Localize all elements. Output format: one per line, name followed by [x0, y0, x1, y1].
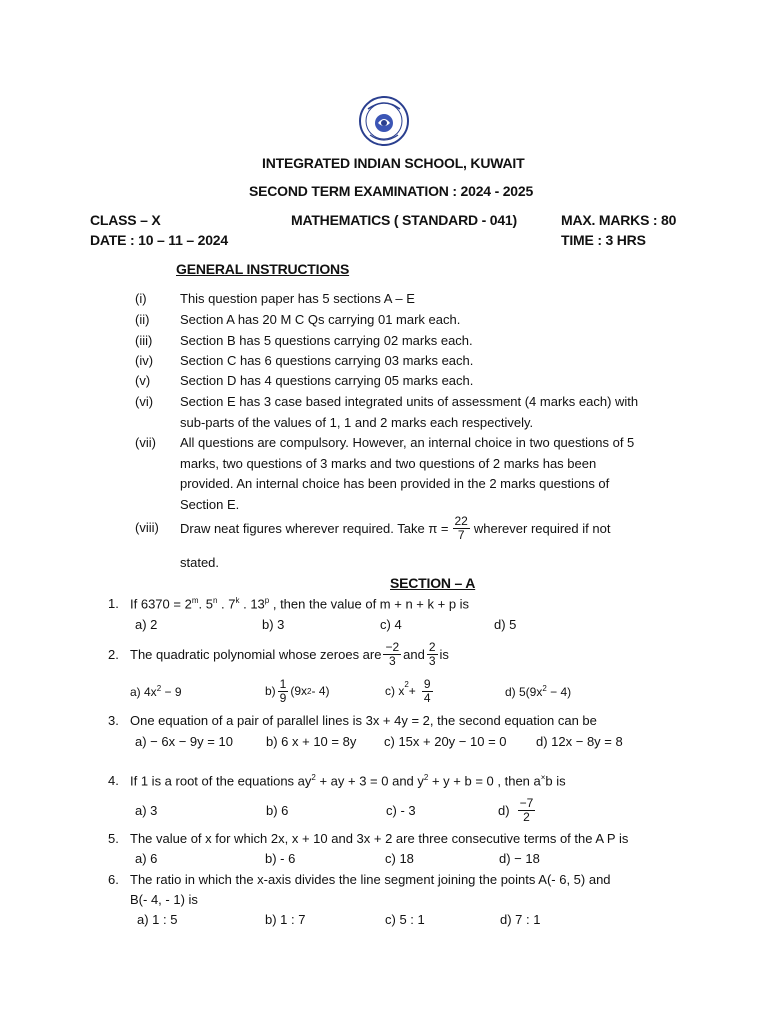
instruction-text: All questions are compulsory. However, an internal choice in two questions of 5 [180, 435, 635, 450]
option-c[interactable]: c) 5 : 1 [385, 912, 425, 927]
question-5-text: The value of x for which 2x, x + 10 and 3x + 2 are three consecutive terms of the A P is [130, 831, 629, 846]
instruction-text: provided. An internal choice has been provided in the 2 marks questions of [180, 476, 610, 491]
question-number: 1. [108, 596, 119, 611]
question-number: 3. [108, 713, 119, 728]
exam-title: SECOND TERM EXAMINATION : 2024 - 2025 [249, 183, 534, 199]
option-a[interactable]: a) 2 [135, 617, 158, 632]
instruction-number: (iii) [135, 333, 153, 348]
option-d[interactable]: d) $5(9x^2 - 4)$ [505, 684, 572, 699]
question-number: 5. [108, 831, 119, 846]
question-4-text: If 1 is a root of the equations $ay^2$ + ay + 3 = 0 and $y^2 + y + b = 0$ , then a×b is [130, 773, 566, 789]
class-label: CLASS – X [90, 212, 161, 228]
school-name: INTEGRATED INDIAN SCHOOL, KUWAIT [262, 155, 525, 171]
question-number: 2. [108, 647, 119, 662]
option-b[interactable]: b) - 6 [265, 851, 296, 866]
question-1-text: If $6370 = 2^m$. 5$^n$ . 7$^k$ . 13$^p$ , then the value of m + n + k + p is [130, 596, 470, 612]
instruction-text: Section D has 4 questions carrying 05 marks each. [180, 373, 474, 388]
option-d[interactable]: d) 7 : 1 [500, 912, 541, 927]
fraction: $\frac{2}{3}$ [428, 639, 436, 668]
option-d[interactable]: d) $\frac{-7}{2}$ [498, 795, 534, 824]
pi-fraction: $\frac{22}{7}$ [454, 513, 468, 542]
school-emblem-logo [358, 95, 410, 147]
option-b[interactable]: b) 6 x + 10 = 8y [266, 734, 357, 749]
option-c[interactable]: c) 4 [380, 617, 402, 632]
option-b[interactable]: b) $\frac{1}{9}$ (9x 2 - 4) [265, 676, 330, 705]
subject-label: MATHEMATICS ( STANDARD - 041) [291, 212, 517, 228]
instruction-number: (vi) [135, 394, 154, 409]
instruction-text: sub-parts of the values of 1, 1 and 2 marks each respectively. [180, 414, 534, 430]
instruction-text: This question paper has 5 sections A – E [180, 291, 415, 306]
time-label: TIME : 3 HRS [561, 232, 646, 248]
section-a-title: SECTION – A [390, 575, 476, 591]
option-c[interactable]: c) x $^2$ + $\frac{9}{4}$ [385, 676, 431, 705]
option-c[interactable]: c) 18 [385, 851, 414, 866]
option-b[interactable]: b) 3 [262, 617, 285, 632]
instruction-text: Section A has 20 M C Qs carrying 01 mark each. [180, 312, 461, 327]
option-c[interactable]: c) - 3 [386, 803, 416, 818]
option-d[interactable]: d) 5 [494, 617, 517, 632]
instruction-text: marks, two questions of 3 marks and two questions of 2 marks has been [180, 455, 597, 471]
option-d[interactable]: d) 12x − 8y = 8 [536, 734, 623, 749]
question-3-text: One equation of a pair of parallel lines is 3x + 4y = 2, the second equation can be [130, 713, 597, 728]
instruction-number: (i) [135, 291, 147, 306]
option-a[interactable]: a) 6 [135, 851, 158, 866]
instruction-number: (ii) [135, 312, 150, 327]
question-2-text: The quadratic polynomial whose zeroes are $\frac{-2}{3}$ and $\frac{2}{3}$ is [130, 639, 449, 668]
option-a[interactable]: a) − 6x − 9y = 10 [135, 734, 233, 749]
instruction-text: Draw neat figures wherever required. Take π = $\frac{22}{7}$ wherever required if not [180, 513, 611, 542]
option-d[interactable]: d) − 18 [499, 851, 540, 866]
question-number: 6. [108, 872, 119, 887]
option-b[interactable]: b) 1 : 7 [265, 912, 306, 927]
instructions-title: GENERAL INSTRUCTIONS [176, 261, 350, 277]
option-c[interactable]: c) 15x + 20y − 10 = 0 [384, 734, 507, 749]
max-marks-label: MAX. MARKS : 80 [561, 212, 677, 228]
instruction-text: Section E has 3 case based integrated units of assessment (4 marks each) with [180, 394, 639, 409]
instruction-number: (iv) [135, 353, 154, 368]
instruction-text: Section B has 5 questions carrying 02 marks each. [180, 333, 473, 348]
option-b[interactable]: b) 6 [266, 803, 289, 818]
instruction-number: (vii) [135, 435, 156, 450]
fraction: $\frac{-2}{3}$ [385, 639, 400, 668]
instruction-number: (viii) [135, 520, 159, 535]
question-number: 4. [108, 773, 119, 788]
question-6-line-1: The ratio in which the x-axis divides the line segment joining the points A(- 6, 5) and [130, 872, 611, 887]
instruction-text: Section C has 6 questions carrying 03 marks each. [180, 353, 474, 368]
instruction-number: (v) [135, 373, 151, 388]
option-a[interactable]: a) $4x^2 - 9$ [130, 684, 182, 699]
instruction-text: stated. [180, 555, 220, 570]
date-label: DATE : 10 – 11 – 2024 [90, 232, 228, 248]
question-6-line-2: B(- 4, - 1) is [130, 892, 198, 907]
option-a[interactable]: a) 3 [135, 803, 158, 818]
option-a[interactable]: a) 1 : 5 [137, 912, 178, 927]
instruction-text: Section E. [180, 496, 240, 512]
